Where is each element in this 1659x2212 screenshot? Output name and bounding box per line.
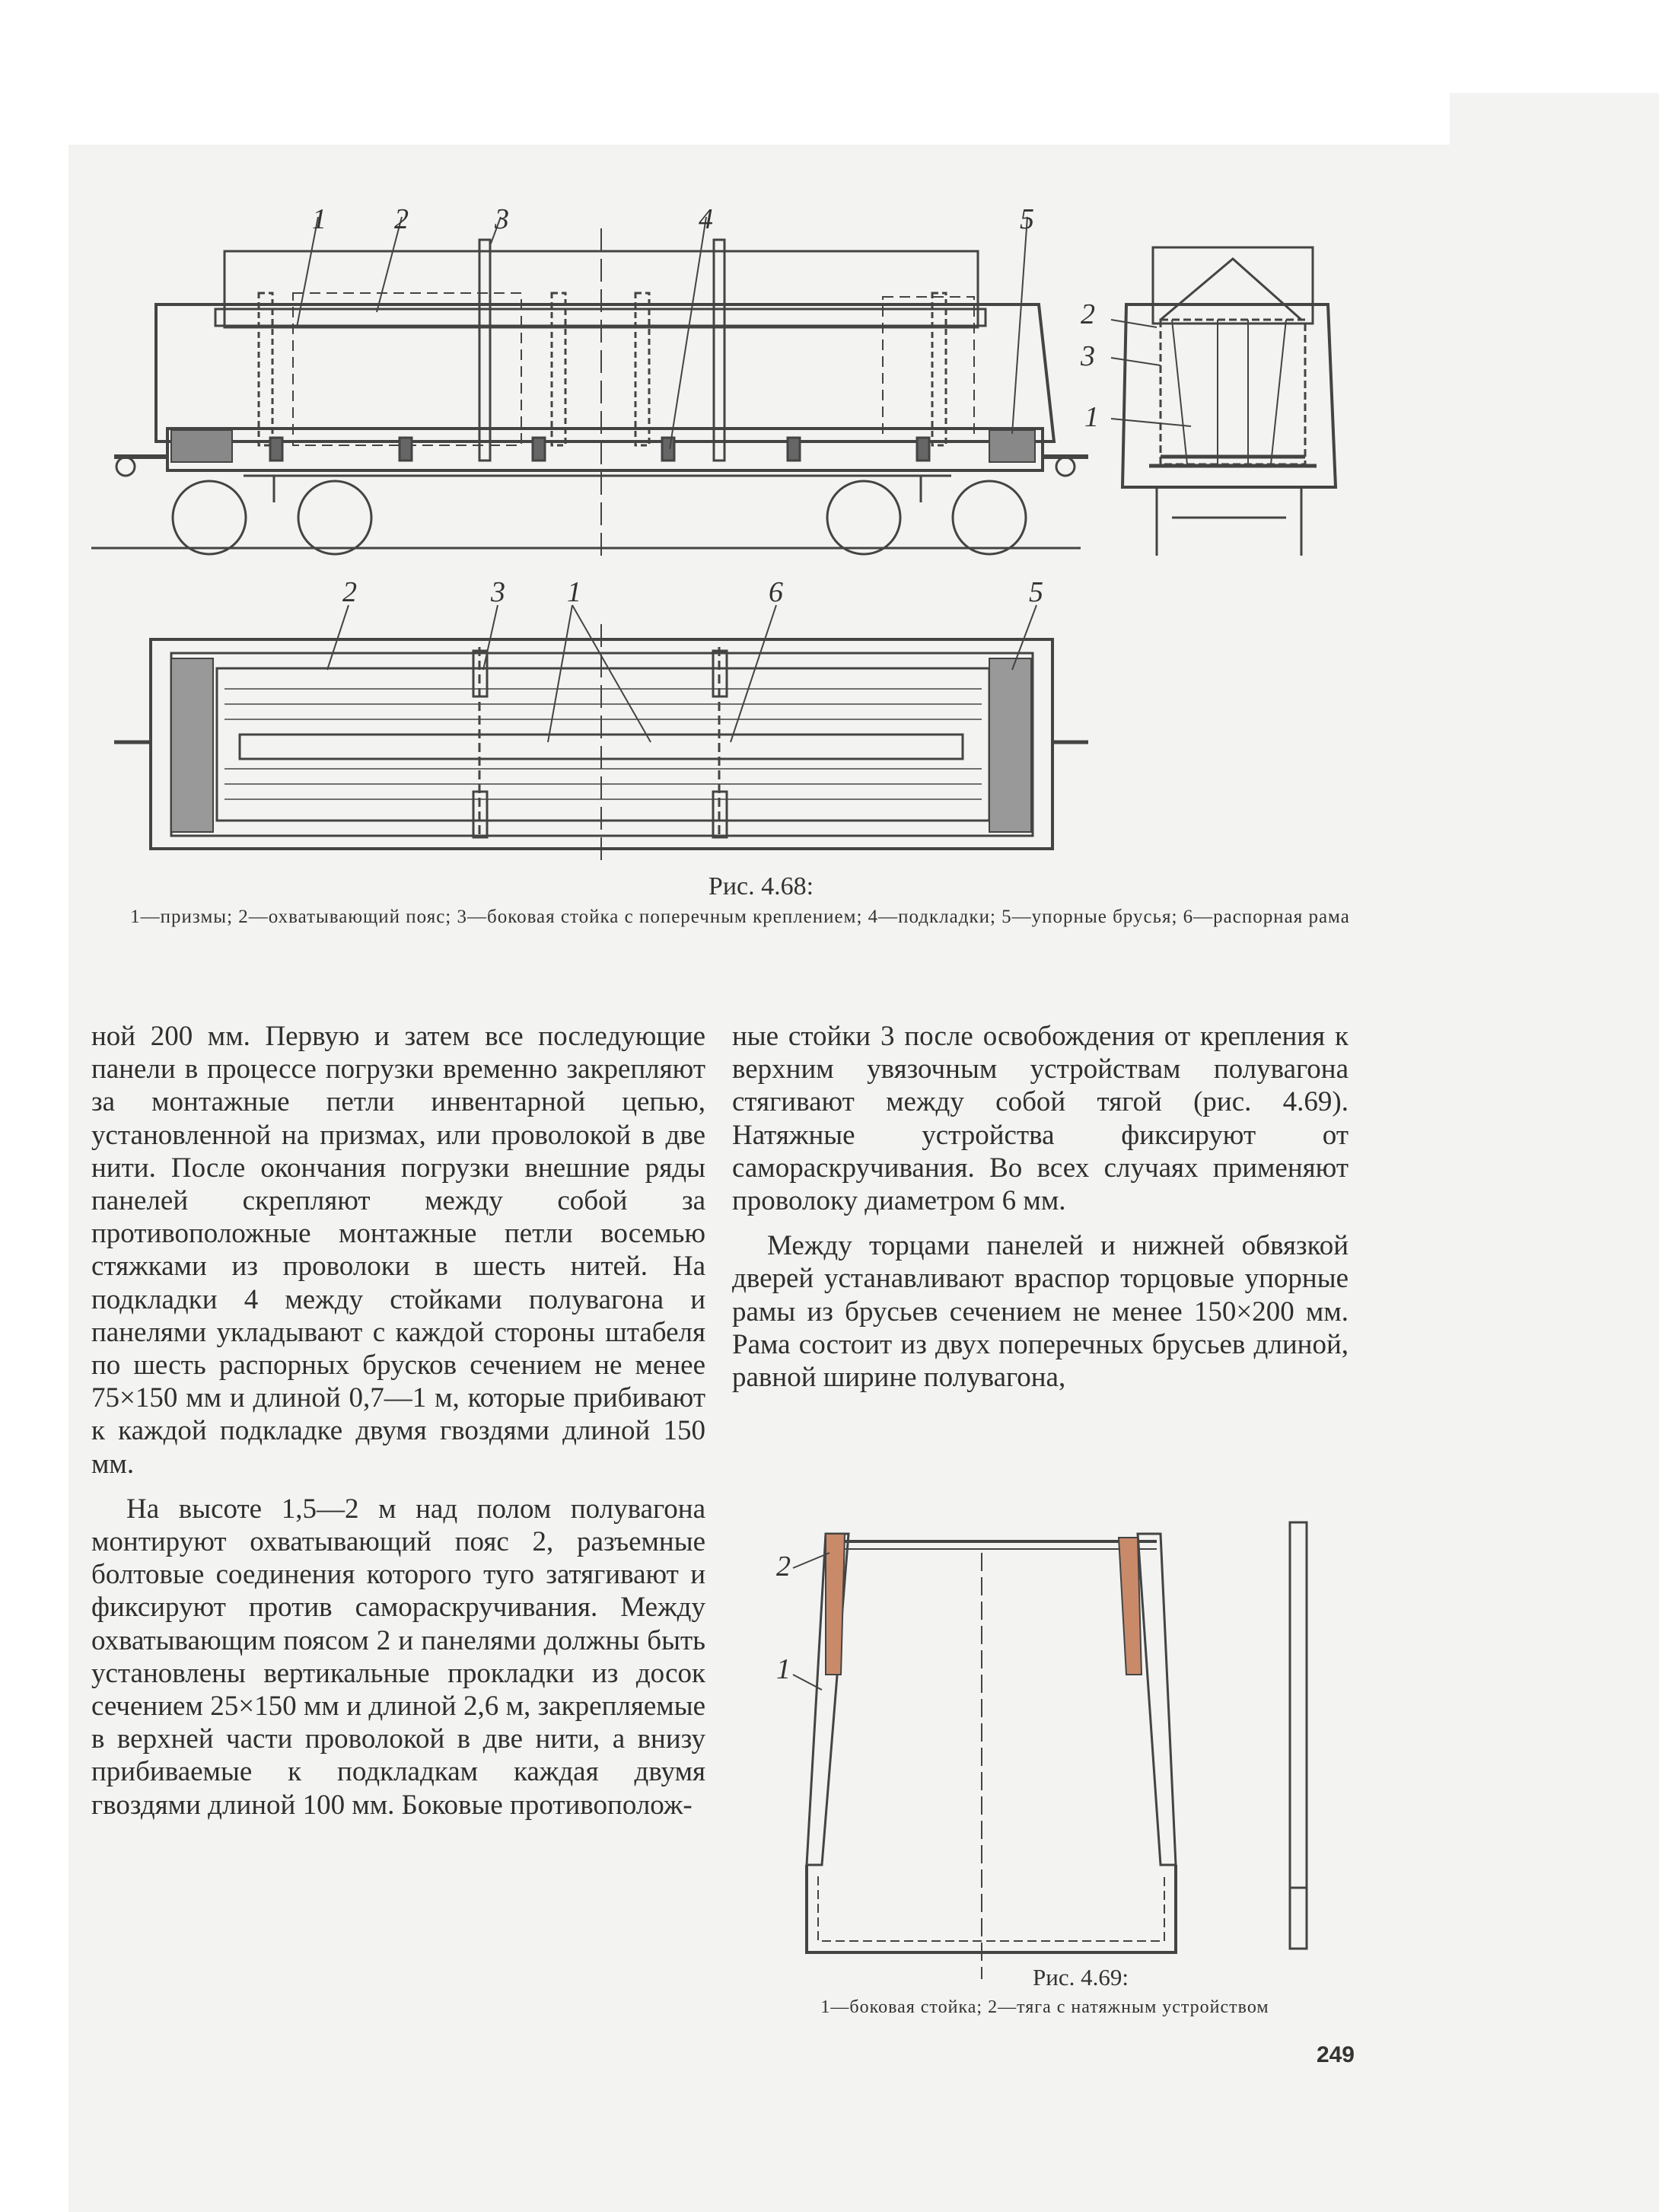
fig-4-69-caption-title: Рис. 4.69: (1033, 1964, 1129, 1990)
fig-label: 2 (342, 576, 357, 608)
fig-label: 5 (1020, 203, 1034, 235)
fig-label: 2 (1081, 298, 1095, 330)
fig-label: 6 (769, 576, 783, 608)
fig-label: 5 (1029, 576, 1043, 608)
paragraph: ные стойки 3 после освобождения от крепления к верхним увязочным устройствам полувагона стягивают между собой тягой (рис. 4.69). Натяжные устройства фиксируют от самораскручивания. Во всех случаях применяют проволоку диаметром 6 мм. (732, 1021, 1349, 1217)
fig-4-69-labels (776, 1551, 791, 1685)
fig-label: 1 (312, 203, 326, 235)
fig-label: 2 (394, 203, 409, 235)
fig-4-69-caption-text: 1—боковая стойка; 2—тяга с натяжным устройством (820, 1997, 1269, 2017)
fig-4-68-plan-view (114, 605, 1088, 864)
fig-label: 1 (1084, 401, 1099, 433)
paragraph: ной 200 мм. Первую и затем все последующие панели в процессе погрузки временно закрепляют за монтажные петли инвентарной цепью, установленной на призмах, или проволокой в две нити. После окончания погрузки внешние ряды панелей скрепляют между собой за противоположные монтажные петли восемью стяжками из проволоки в шесть нитей. На подкладки 4 между стойками полувагона и панелями укладывают с каждой стороны штабеля по шесть распорных брусков сечением не менее 75×150 мм и длиной 0,7—1 м, которые прибивают к каждой подкладке двумя гвоздями длиной 150 мм. (91, 1021, 705, 1480)
fig-4-68-end-labels (1080, 298, 1099, 433)
fig-label: 1 (776, 1653, 791, 1685)
fig-label: 2 (776, 1551, 791, 1583)
fig-label: 1 (567, 576, 581, 608)
text-column-left (91, 1020, 705, 1822)
fig-4-68-end-view (1111, 247, 1336, 556)
fig-4-68-plan-labels (342, 576, 1043, 608)
fig-4-68-side-view (91, 217, 1088, 556)
paragraph: Между торцами панелей и нижней обвязкой дверей устанавливают враспор торцовые упорные рамы из брусьев сечением не менее 150×200 мм. Рама состоит из двух поперечных брусьев длиной, равной ширине полувагона, (732, 1230, 1349, 1394)
fig-4-69-drawing (793, 1522, 1307, 1979)
fig-4-68-side-labels (312, 203, 1034, 235)
fig-label: 3 (1081, 340, 1095, 372)
fig-label: 3 (495, 203, 509, 235)
fig-label: 4 (699, 203, 713, 235)
fig-label: 3 (491, 576, 505, 608)
fig-4-68-caption-text: 1—призмы; 2—охватывающий пояс; 3—боковая стойка с поперечным креплением; 4—подкладки; 5—упорные брусья; 6—распорная рама (130, 907, 1350, 927)
page-number: 249 (1316, 2042, 1355, 2067)
paragraph: На высоте 1,5—2 м над полом полувагона монтируют охватывающий пояс 2, разъемные болтовые соединения которого туго затягивают и фиксируют против самораскручивания. Между охватывающим поясом 2 и панелями должны быть установлены вертикальные прокладки из досок сечением 25×150 мм и длиной 2,6 м, закрепляемые в верхней части проволокой в две нити, а внизу прибиваемые к подкладкам каждая двумя гвоздями длиной 100 мм. Боковые противополож- (91, 1493, 705, 1821)
text-column-right (732, 1020, 1349, 1394)
fig-4-68-caption-title: Рис. 4.68: (708, 872, 814, 900)
